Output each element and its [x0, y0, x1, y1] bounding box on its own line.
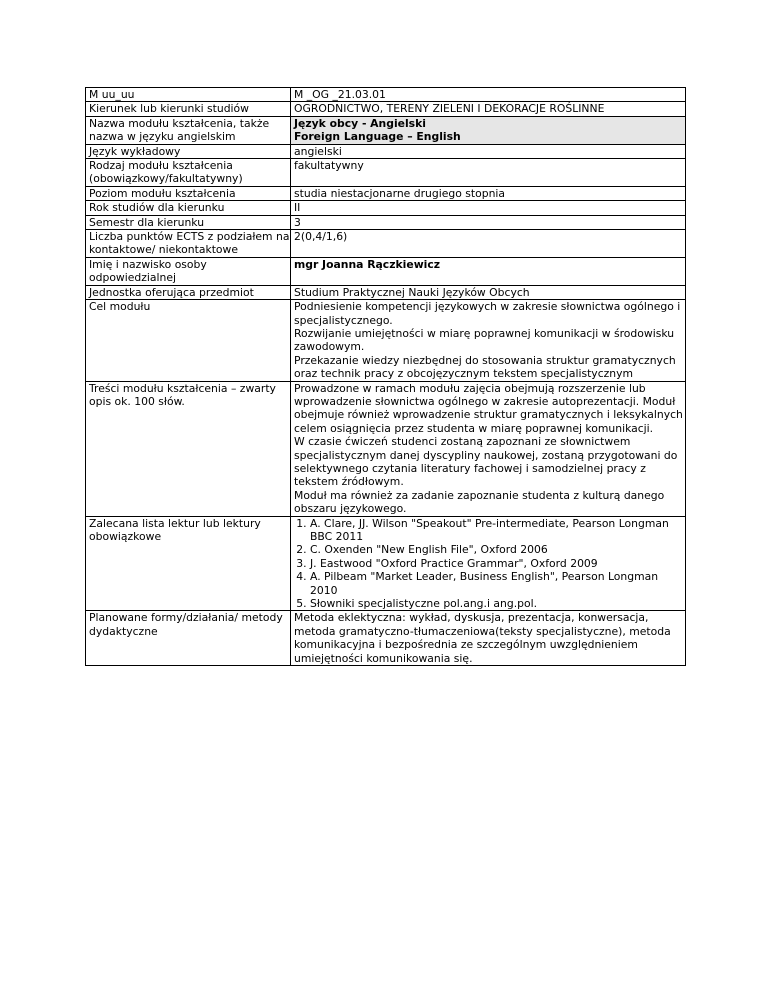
value-module-code: M _OG _21.03.01 — [291, 88, 686, 102]
row-field-of-study — [86, 102, 686, 116]
row-reading-list — [86, 516, 686, 611]
value-module-level: studia niestacjonarne drugiego stopnia — [291, 186, 686, 200]
row-responsible-person — [86, 257, 686, 285]
paragraph: Moduł ma również za zadanie zapoznanie studenta z kulturą danego obszaru językowego. — [294, 488, 665, 516]
reading-list-item: 5. Słowniki specjalistyczne pol.ang.i ang.pol. — [310, 597, 685, 610]
module-name-english: Foreign Language – English — [294, 130, 461, 144]
label-module-type: Rodzaj modułu kształcenia (obowiązkowy/fakultatywny) — [86, 159, 291, 187]
row-semester — [86, 215, 686, 229]
value-module-content — [291, 381, 686, 516]
value-field-of-study: OGRODNICTWO, TERENY ZIELENI I DEKORACJE ROŚLINNE — [291, 102, 686, 116]
label-teaching-methods: Planowane formy/działania/ metody dydaktyczne — [86, 611, 291, 666]
row-module-name — [86, 116, 686, 144]
module-syllabus-table — [85, 87, 686, 666]
row-teaching-methods — [86, 611, 686, 666]
label-semester: Semestr dla kierunku — [86, 215, 291, 229]
value-semester: 3 — [291, 215, 686, 229]
label-field-of-study: Kierunek lub kierunki studiów — [86, 102, 291, 116]
paragraph: Rozwijanie umiejętności w miarę poprawnej komunikacji w środowisku zawodowym. — [294, 326, 675, 354]
label-responsible-person: Imię i nazwisko osoby odpowiedzialnej — [86, 257, 291, 285]
row-module-goal — [86, 300, 686, 381]
paragraph: Podniesienie kompetencji językowych w zakresie słownictwa ogólnego i specjalistycznego. — [294, 300, 681, 327]
reading-list-item: 2. C. Oxenden "New English File", Oxford 2006 — [310, 543, 685, 556]
row-module-content — [86, 381, 686, 516]
row-module-code — [86, 88, 686, 102]
row-ects — [86, 230, 686, 258]
row-module-type — [86, 159, 686, 187]
value-reading-list — [291, 516, 686, 611]
label-module-code: M uu_uu — [86, 88, 291, 102]
value-teaching-methods: Metoda eklektyczna: wykład, dyskusja, prezentacja, konwersacja, metoda gramatyczno-tłumaczeniowa(teksty specjalistyczne), metoda komunikacyjna i bezpośrednia ze szczególnym uwzględnieniem umiejętności komunikowania się. — [291, 611, 686, 666]
value-responsible-person: mgr Joanna Rączkiewicz — [291, 257, 686, 285]
value-ects: 2(0,4/1,6) — [291, 230, 686, 258]
value-module-type: fakultatywny — [291, 159, 686, 187]
value-unit: Studium Praktycznej Nauki Języków Obcych — [291, 285, 686, 299]
label-teaching-language: Język wykładowy — [86, 144, 291, 158]
paragraph: Przekazanie wiedzy niezbędnej do stosowania struktur gramatycznych oraz technik pracy z obcojęzycznym tekstem specjalistycznym — [294, 353, 676, 381]
label-study-year: Rok studiów dla kierunku — [86, 201, 291, 215]
reading-list-item: 1. A. Clare, JJ. Wilson "Speakout" Pre-intermediate, Pearson Longman BBC 2011 — [310, 517, 685, 544]
paragraph: Prowadzone w ramach modułu zajęcia obejmują rozszerzenie lub wprowadzenie słownictwa ogólnego w zakresie autoprezentacji. Moduł obejmuje również wprowadzenie struktur gramatycznych i leksykalnych celem osiągnięcia przez studenta w miarę poprawnej komunikacji. — [294, 381, 683, 435]
row-study-year — [86, 201, 686, 215]
paragraph: W czasie ćwiczeń studenci zostaną zapoznani ze słownictwem specjalistycznym danej dyscypliny naukowej, zostaną przygotowani do selektywnego czytania literatury fachowej i samodzielnej pracy z tekstem źródłowym. — [294, 435, 678, 489]
reading-list-item: 4. A. Pilbeam "Market Leader, Business English", Pearson Longman 2010 — [310, 570, 685, 597]
label-module-goal: Cel modułu — [86, 300, 291, 381]
row-module-level — [86, 186, 686, 200]
reading-list-item: 3. J. Eastwood "Oxford Practice Grammar", Oxford 2009 — [310, 557, 685, 570]
value-teaching-language: angielski — [291, 144, 686, 158]
label-module-name: Nazwa modułu kształcenia, także nazwa w języku angielskim — [86, 116, 291, 144]
label-reading-list: Zalecana lista lektur lub lektury obowiązkowe — [86, 516, 291, 611]
value-study-year: II — [291, 201, 686, 215]
label-ects: Liczba punktów ECTS z podziałem na kontaktowe/ niekontaktowe — [86, 230, 291, 258]
row-teaching-language — [86, 144, 686, 158]
row-unit — [86, 285, 686, 299]
reading-list — [294, 517, 685, 611]
label-module-level: Poziom modułu kształcenia — [86, 186, 291, 200]
label-module-content: Treści modułu kształcenia – zwarty opis ok. 100 słów. — [86, 381, 291, 516]
module-name-polish: Język obcy - Angielski — [294, 116, 426, 130]
label-unit: Jednostka oferująca przedmiot — [86, 285, 291, 299]
value-module-name — [291, 116, 686, 144]
value-module-goal — [291, 300, 686, 381]
